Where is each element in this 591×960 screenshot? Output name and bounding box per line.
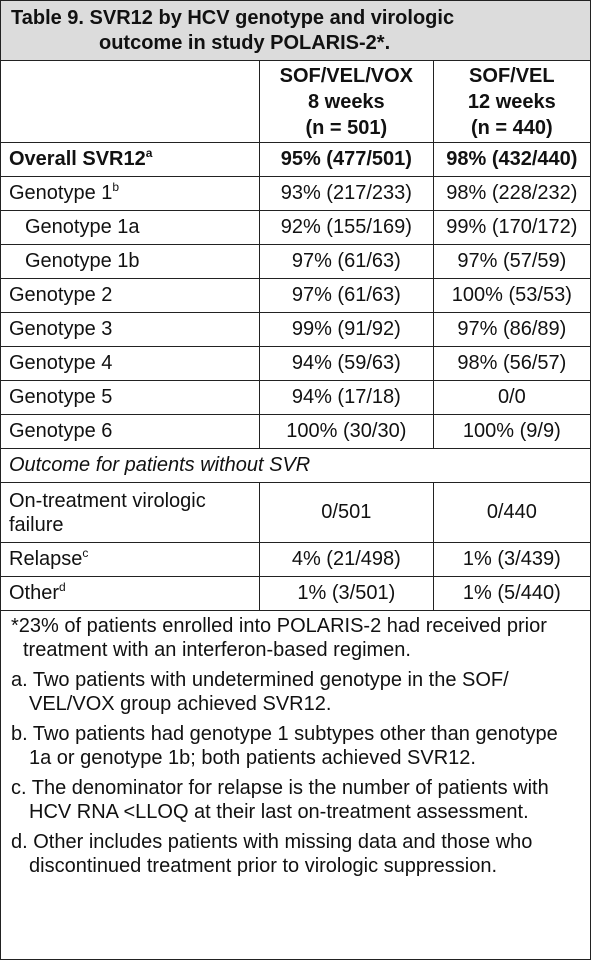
svr12-table <box>1 61 590 611</box>
cell-value: 0/440 <box>433 483 590 543</box>
table-row <box>1 483 590 543</box>
footnote-star: *23% of patients enrolled into POLARIS-2 had received prior treatment with an interferon-based regimen. <box>11 615 547 661</box>
cell-value: 93% (217/233) <box>259 177 433 211</box>
header-sof-vel-vox: SOF/VEL/VOX 8 weeks (n = 501) <box>259 61 433 143</box>
row-label: Genotype 5 <box>1 381 259 415</box>
cell-value: 97% (57/59) <box>433 245 590 279</box>
footnote-a: a. Two patients with undetermined genotype in the SOF/ VEL/VOX group achieved SVR12. <box>11 669 509 715</box>
table-title-line2: outcome in study POLARIS-2*. <box>99 32 391 54</box>
row-label: Overall SVR12$^a$ <box>1 143 259 177</box>
table-row <box>1 313 590 347</box>
footnote-c: c. The denominator for relapse is the number of patients with HCV RNA <LLOQ at their last on-treatment assessment. <box>11 777 549 823</box>
table-title-line1: Table 9. SVR12 by HCV genotype and virologic <box>11 7 455 29</box>
cell-value: 97% (86/89) <box>433 313 590 347</box>
cell-value: 97% (61/63) <box>259 245 433 279</box>
cell-value: 97% (61/63) <box>259 279 433 313</box>
row-label: On-treatment virologic failure <box>1 483 259 543</box>
table-row <box>1 211 590 245</box>
table-title <box>1 1 590 61</box>
cell-value: 0/0 <box>433 381 590 415</box>
header-row <box>1 61 590 143</box>
table-row <box>1 415 590 449</box>
row-label: Genotype 2 <box>1 279 259 313</box>
cell-value: 0/501 <box>259 483 433 543</box>
header-empty-cell <box>1 61 259 143</box>
table-row <box>1 177 590 211</box>
cell-value: 100% (53/53) <box>433 279 590 313</box>
cell-value: 99% (170/172) <box>433 211 590 245</box>
row-label: Other$^d$ <box>1 577 259 611</box>
row-label: Genotype 3 <box>1 313 259 347</box>
section-row <box>1 449 590 483</box>
table-row <box>1 143 590 177</box>
section-heading: Outcome for patients without SVR <box>1 449 590 483</box>
cell-value: 1% (3/501) <box>259 577 433 611</box>
cell-value: 1% (3/439) <box>433 543 590 577</box>
row-label: Genotype 6 <box>1 415 259 449</box>
table-row <box>1 279 590 313</box>
cell-value: 99% (91/92) <box>259 313 433 347</box>
table-row <box>1 245 590 279</box>
cell-value: 94% (17/18) <box>259 381 433 415</box>
row-label: Genotype 1$^b$ <box>1 177 259 211</box>
table-row <box>1 543 590 577</box>
footnote-d: d. Other includes patients with missing data and those who discontinued treatment prior to virologic suppression. <box>11 831 533 877</box>
cell-value: 100% (9/9) <box>433 415 590 449</box>
row-label: Relapse$^c$ <box>1 543 259 577</box>
cell-value: 98% (56/57) <box>433 347 590 381</box>
header-sof-vel: SOF/VEL 12 weeks (n = 440) <box>433 61 590 143</box>
row-label: Genotype 1a <box>1 211 259 245</box>
row-label: Genotype 1b <box>1 245 259 279</box>
cell-value: 4% (21/498) <box>259 543 433 577</box>
table-row <box>1 381 590 415</box>
cell-value: 94% (59/63) <box>259 347 433 381</box>
cell-value: 98% (432/440) <box>433 143 590 177</box>
cell-value: 100% (30/30) <box>259 415 433 449</box>
cell-value: 1% (5/440) <box>433 577 590 611</box>
table-row <box>1 577 590 611</box>
cell-value: 92% (155/169) <box>259 211 433 245</box>
cell-value: 98% (228/232) <box>433 177 590 211</box>
footnotes <box>1 607 590 884</box>
footnote-b: b. Two patients had genotype 1 subtypes other than genotype 1a or genotype 1b; both patients achieved SVR12. <box>11 723 558 769</box>
row-label: Genotype 4 <box>1 347 259 381</box>
cell-value: 95% (477/501) <box>259 143 433 177</box>
table-row <box>1 347 590 381</box>
